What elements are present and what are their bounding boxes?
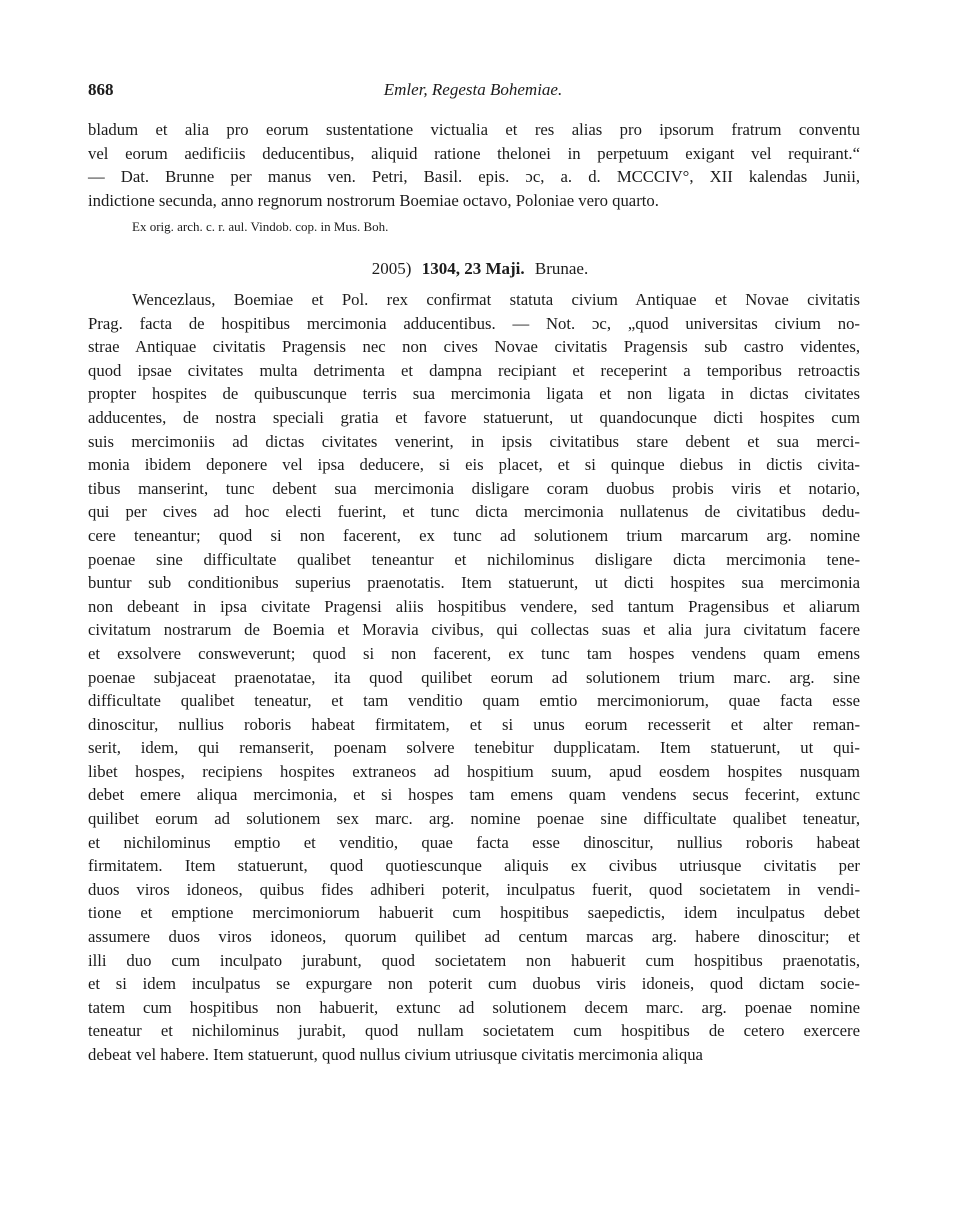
text-line: quilibet eorum ad solutionem sex marc. arg. nomine poenae sine difficultate qualibet teneatur,: [88, 809, 860, 829]
entry-date: 1304, 23 Maji.: [421, 259, 525, 278]
text-line: buntur sub conditionibus superius praenotatis. Item statuerunt, ut dicti hospites sua mercimonia: [88, 573, 860, 593]
text-line: tatem cum hospitibus non habuerit, extunc ad solutionem decem marc. arg. poenae nomine: [88, 997, 860, 1017]
text-line: propter hospites de quibuscunque terris sua mercimonia ligata et non ligata in dictas civitates: [88, 384, 860, 404]
text-line: teneatur et nichilominus jurabit, quod nullam societatem cum hospitibus de cetero exercere: [88, 1021, 860, 1041]
entry-heading: [0, 259, 960, 279]
text-line: bladum et alia pro eorum sustentatione victualia et res alias pro ipsorum fratrum conventu: [88, 120, 860, 139]
text-line: vel eorum aedificiis deducentibus, aliquid ratione thelonei in perpetuum exigant vel requirant.“: [88, 143, 860, 163]
text-line: assumere duos viros idoneos, quorum quilibet ad centum marcas arg. habere dinoscitur; et: [88, 927, 860, 947]
text-line: debeat vel habere. Item statuerunt, quod nullus civium utriusque civitatis mercimonia aliqua: [88, 1045, 703, 1064]
text-line: Wencezlaus, Boemiae et Pol. rex confirmat statuta civium Antiquae et Novae civitatis: [132, 290, 860, 309]
entry-place: Brunae.: [534, 259, 589, 278]
text-line: — Dat. Brunne per manus ven. Petri, Basil. epis. ɔc, a. d. MCCCIV°, XII kalendas Junii,: [88, 167, 860, 187]
source-note: Ex orig. arch. c. r. aul. Vindob. cop. in Mus. Boh.: [132, 219, 389, 234]
text-line: adducentes, de nostra speciali gratia et favore statuerunt, ut quandocunque dicti hospites cum: [88, 407, 860, 427]
text-line: Prag. facta de hospitibus mercimonia adducentibus. — Not. ɔc, „quod universitas civium no-: [88, 313, 860, 333]
text-line: difficultate qualibet teneatur, et tam venditio quam emtio mercimoniorum, quae facta esse: [88, 691, 860, 711]
text-line: indictione secunda, anno regnorum nostrorum Boemiae octavo, Poloniae vero quarto.: [88, 190, 659, 210]
intro-paragraph: [88, 118, 860, 212]
page-header: [88, 80, 858, 104]
page-number: 868: [88, 80, 114, 99]
text-line: serit, idem, qui remanserit, poenam solvere tenebitur dupplicatam. Item statuerunt, ut qui-: [88, 738, 860, 758]
text-line: suis mercimoniis ad dictas civitates venerint, in ipsis civitatibus stare debent et sua merci-: [88, 431, 860, 451]
text-line: illi duo cum inculpato jurabunt, quod societatem non habuerit cum hospitibus praenotatis,: [88, 950, 860, 970]
entry-number: 2005): [371, 259, 412, 278]
text-line: tione et emptione mercimoniorum habuerit cum hospitibus saepedictis, idem inculpatus debet: [88, 903, 860, 923]
running-title: Emler, Regesta Bohemiae.: [383, 80, 563, 99]
text-line: tibus manserint, tunc debent sua mercimonia disligare coram duobus probis viris et notario,: [88, 478, 860, 498]
text-line: monia ibidem deponere vel ipsa deducere, si eis placet, et si quinque diebus in dictis civita-: [88, 455, 860, 475]
text-line: cere teneantur; quod si non facerent, ex tunc ad solutionem trium marcarum arg. nomine: [88, 525, 860, 545]
text-line: et si idem inculpatus se expurgare non poterit cum duobus viris idoneis, quod dictam socie-: [88, 974, 860, 994]
text-line: firmitatem. Item statuerunt, quod quotiescunque aliquis ex civibus utriusque civitatis per: [88, 856, 860, 876]
text-line: civitatum nostrarum de Boemia et Moravia civibus, qui collectas suas et alia jura civitatum facere: [88, 620, 860, 640]
text-line: et exsolvere consweverunt; quod si non facerent, ex tunc tam hospes vendens quam emens: [88, 643, 860, 663]
text-line: qui per cives ad hoc electi fuerint, et tunc dicta mercimonia nullatenus de civitatibus dedu-: [88, 502, 860, 522]
text-line: strae Antiquae civitatis Pragensis nec non cives Novae civitatis Pragensis sub castro videntes,: [88, 337, 860, 357]
text-line: libet hospes, recipiens hospites extraneos ad hospitium suum, apud eosdem hospites nusquam: [88, 761, 860, 781]
text-line: quod ipsae civitates multa detrimenta et dampna recipiant et receperint a temporibus retroactis: [88, 360, 860, 380]
text-line: duos viros idoneos, quibus fides adhiberi poterit, inculpatus fuerit, quod societatem in vendi-: [88, 879, 860, 899]
text-line: poenae sine difficultate qualibet teneantur et nichilominus disligare dicta mercimonia tene-: [88, 549, 860, 569]
text-line: et nichilominus emptio et venditio, quae facta esse dinoscitur, nullius roboris habeat: [88, 832, 860, 852]
text-line: non debeant in ipsa civitate Pragensi aliis hospitibus vendere, sed tantum Pragensibus et aliarum: [88, 596, 860, 616]
text-line: poenae subjaceat praenotatae, ita quod quilibet eorum ad solutionem trium marc. arg. sine: [88, 667, 860, 687]
text-line: debet emere aliqua mercimonia, et si hospes tam emens quam vendens secus fecerint, extunc: [88, 785, 860, 805]
entry-body: [88, 288, 860, 1067]
text-line: dinoscitur, nullius roboris habeat firmitatem, et si unus eorum recesserit et alter reman-: [88, 714, 860, 734]
